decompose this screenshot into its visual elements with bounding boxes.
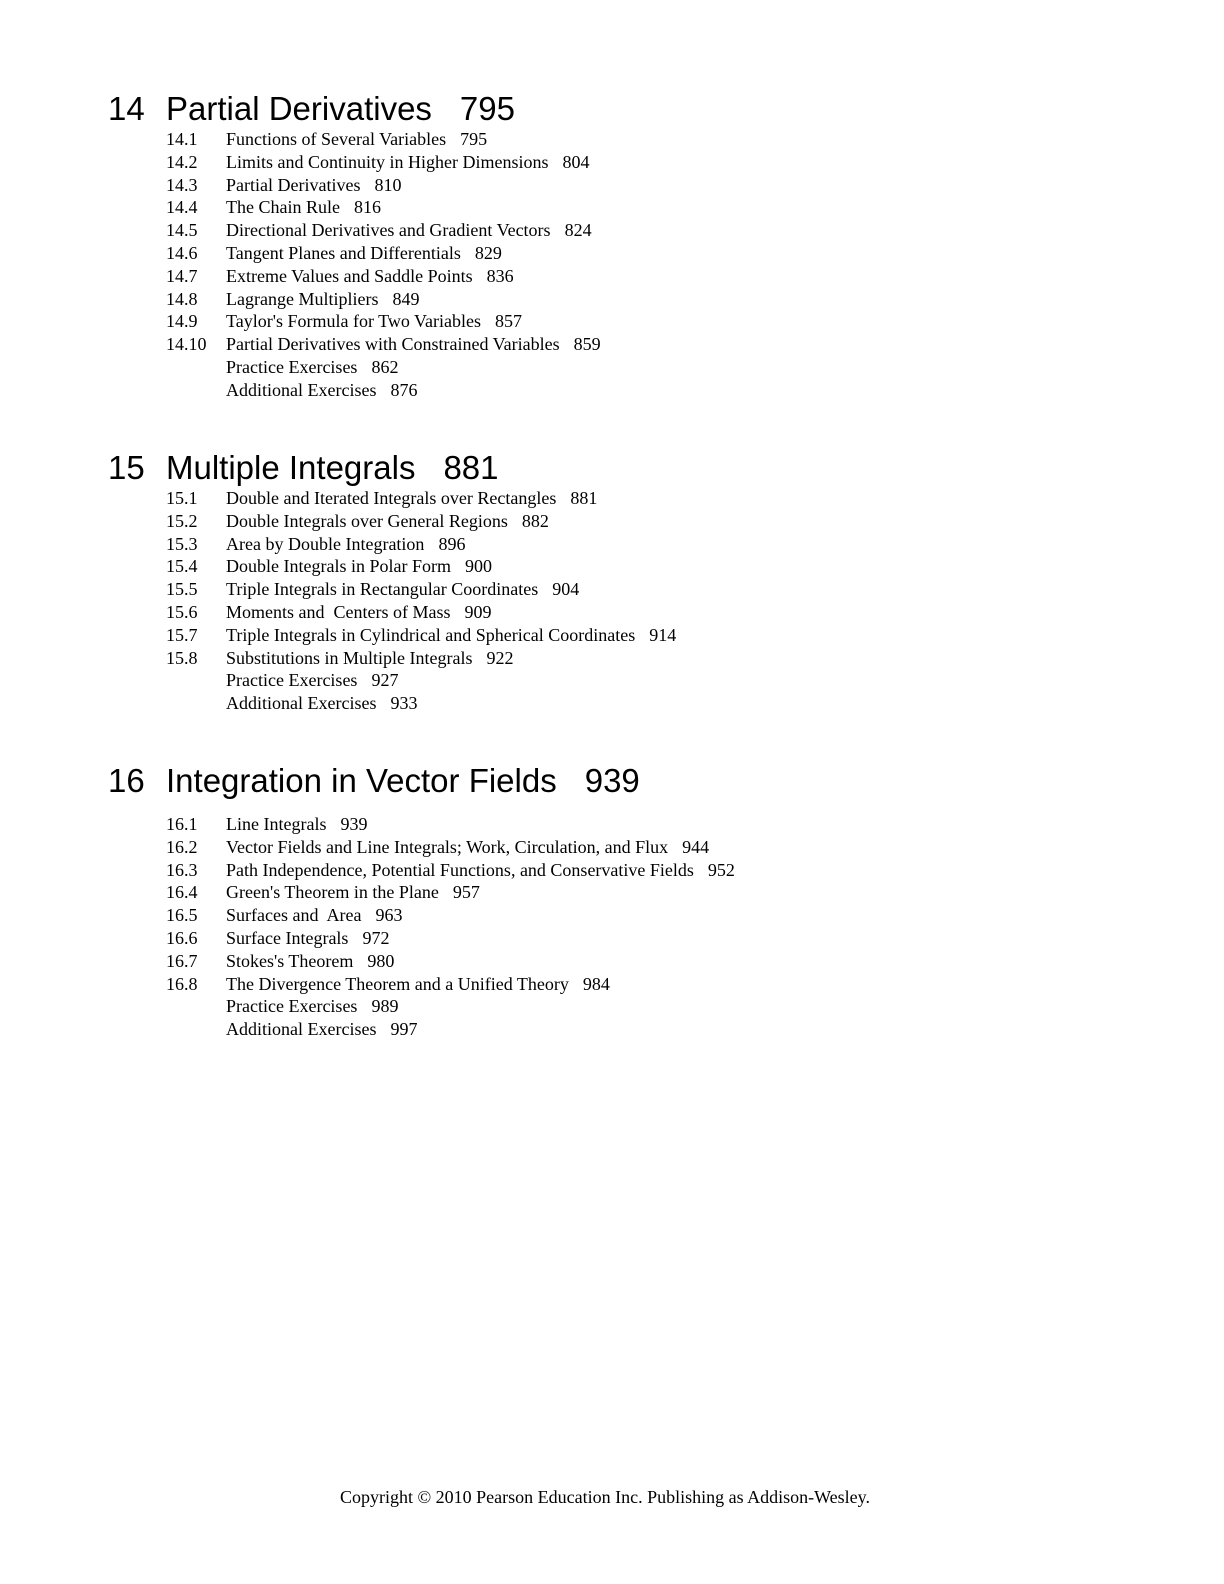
chapter-14 xyxy=(108,90,601,402)
section-number: 16.4 xyxy=(166,882,198,903)
section-page: 927 xyxy=(371,670,399,691)
section-entry xyxy=(166,265,601,288)
section-entry xyxy=(166,601,676,624)
section-title: Practice Exercises xyxy=(226,356,358,377)
section-number: 14.10 xyxy=(166,334,207,355)
chapter-page: 795 xyxy=(459,90,515,127)
chapter-number: 15 xyxy=(108,449,145,486)
section-page: 881 xyxy=(570,488,598,508)
section-entry xyxy=(166,950,735,973)
section-entry xyxy=(166,128,601,151)
section-entry xyxy=(166,881,735,904)
chapter-page: 939 xyxy=(584,762,640,799)
section-entry xyxy=(166,242,601,265)
section-page: 900 xyxy=(464,556,492,577)
section-title: Triple Integrals in Rectangular Coordinates xyxy=(226,579,539,600)
chapter-heading xyxy=(108,762,735,800)
section-entry xyxy=(166,310,601,333)
section-title: Stokes's Theorem xyxy=(226,950,354,971)
chapter-title: Partial Derivatives xyxy=(166,90,432,127)
section-page: 914 xyxy=(649,624,677,645)
section-entry xyxy=(166,1018,735,1041)
section-page: 859 xyxy=(573,334,601,355)
section-entry xyxy=(166,927,735,950)
section-title: Partial Derivatives with Constrained Variables xyxy=(226,334,560,355)
section-entry xyxy=(166,859,735,882)
section-entry xyxy=(166,151,601,174)
section-entry xyxy=(166,813,735,836)
section-number: 15.7 xyxy=(166,624,198,645)
section-page: 989 xyxy=(371,996,399,1017)
section-entry xyxy=(166,356,601,379)
section-page: 816 xyxy=(353,197,381,218)
section-page: 849 xyxy=(392,288,420,309)
section-title: Practice Exercises xyxy=(226,996,358,1017)
section-entry xyxy=(166,533,676,556)
section-entry xyxy=(166,487,676,510)
section-number: 16.7 xyxy=(166,950,198,971)
chapter-title: Multiple Integrals xyxy=(166,449,416,486)
section-entry xyxy=(166,510,676,533)
section-title: Additional Exercises xyxy=(226,379,377,400)
section-entry xyxy=(166,647,676,670)
section-number: 16.2 xyxy=(166,836,198,857)
section-title: Double Integrals over General Regions xyxy=(226,510,508,531)
section-number: 14.6 xyxy=(166,242,198,263)
section-entry xyxy=(166,973,735,996)
section-number: 15.2 xyxy=(166,510,198,531)
chapter-15 xyxy=(108,449,676,715)
section-entry xyxy=(166,836,735,859)
section-title: Surfaces and Area xyxy=(226,905,362,926)
section-page: 939 xyxy=(340,814,368,834)
section-number: 16.6 xyxy=(166,927,198,948)
section-list xyxy=(166,813,735,1041)
section-page: 857 xyxy=(495,311,523,332)
section-title: Double Integrals in Polar Form xyxy=(226,556,451,577)
section-title: Path Independence, Potential Functions, and Conservative Fields xyxy=(226,859,694,880)
section-number: 14.7 xyxy=(166,265,198,286)
section-list xyxy=(166,487,676,715)
section-title: Tangent Planes and Differentials xyxy=(226,242,461,263)
section-page: 824 xyxy=(564,220,592,241)
section-number: 15.8 xyxy=(166,647,198,668)
section-number: 15.4 xyxy=(166,556,198,577)
section-title: Double and Iterated Integrals over Rectangles xyxy=(226,488,557,508)
section-number: 15.1 xyxy=(166,488,198,508)
section-title: Functions of Several Variables xyxy=(226,129,447,149)
section-entry xyxy=(166,624,676,647)
section-title: Surface Integrals xyxy=(226,927,349,948)
section-number: 14.9 xyxy=(166,311,198,332)
section-entry xyxy=(166,174,601,197)
chapter-number: 14 xyxy=(108,90,145,127)
copyright-text: Copyright © 2010 Pearson Education Inc. Publishing as Addison-Wesley. xyxy=(339,1487,870,1507)
section-page: 836 xyxy=(486,265,514,286)
chapter-heading xyxy=(108,90,601,128)
section-entry xyxy=(166,219,601,242)
section-entry xyxy=(166,333,601,356)
section-title: Additional Exercises xyxy=(226,693,377,714)
section-number: 14.8 xyxy=(166,288,198,309)
section-number: 16.3 xyxy=(166,859,198,880)
section-number: 16.5 xyxy=(166,905,198,926)
section-page: 810 xyxy=(374,174,402,195)
section-page: 876 xyxy=(390,379,418,400)
section-number: 15.5 xyxy=(166,579,198,600)
section-page: 909 xyxy=(464,601,492,622)
section-title: The Divergence Theorem and a Unified Theory xyxy=(226,973,569,994)
section-page: 980 xyxy=(367,950,395,971)
section-number: 14.5 xyxy=(166,220,198,241)
section-title: Additional Exercises xyxy=(226,1019,377,1040)
section-page: 957 xyxy=(452,882,480,903)
section-title: Substitutions in Multiple Integrals xyxy=(226,647,473,668)
section-title: Triple Integrals in Cylindrical and Spherical Coordinates xyxy=(226,624,636,645)
section-page: 804 xyxy=(562,151,590,172)
section-page: 795 xyxy=(460,129,488,149)
section-title: Extreme Values and Saddle Points xyxy=(226,265,473,286)
section-title: Line Integrals xyxy=(226,814,327,834)
section-entry xyxy=(166,288,601,311)
section-page: 882 xyxy=(521,510,549,531)
section-number: 15.6 xyxy=(166,601,198,622)
chapter-number: 16 xyxy=(108,762,145,799)
section-number: 14.1 xyxy=(166,129,198,149)
section-page: 904 xyxy=(552,579,580,600)
section-title: Limits and Continuity in Higher Dimensions xyxy=(226,151,549,172)
chapter-title: Integration in Vector Fields xyxy=(166,762,557,799)
section-title: Partial Derivatives xyxy=(226,174,361,195)
section-number: 15.3 xyxy=(166,533,198,554)
section-page: 829 xyxy=(474,242,502,263)
chapter-16 xyxy=(108,762,735,1041)
section-entry xyxy=(166,379,601,402)
section-number: 14.4 xyxy=(166,197,198,218)
section-title: Green's Theorem in the Plane xyxy=(226,882,439,903)
section-page: 997 xyxy=(390,1019,418,1040)
section-page: 862 xyxy=(371,356,399,377)
section-entry xyxy=(166,692,676,715)
section-page: 896 xyxy=(438,533,466,554)
section-title: Directional Derivatives and Gradient Vectors xyxy=(226,220,551,241)
section-title: Area by Double Integration xyxy=(226,533,425,554)
section-title: Taylor's Formula for Two Variables xyxy=(226,311,482,332)
section-list xyxy=(166,128,601,402)
section-entry xyxy=(166,196,601,219)
section-page: 972 xyxy=(362,927,390,948)
section-page: 933 xyxy=(390,693,418,714)
section-entry xyxy=(166,555,676,578)
chapter-heading xyxy=(108,449,676,487)
section-number: 16.1 xyxy=(166,814,198,834)
section-number: 14.2 xyxy=(166,151,198,172)
section-number: 14.3 xyxy=(166,174,198,195)
section-page: 922 xyxy=(486,647,514,668)
section-number: 16.8 xyxy=(166,973,198,994)
section-entry xyxy=(166,904,735,927)
section-entry xyxy=(166,578,676,601)
section-title: The Chain Rule xyxy=(226,197,340,218)
section-page: 984 xyxy=(582,973,610,994)
copyright-footer xyxy=(0,1486,1224,1508)
section-title: Vector Fields and Line Integrals; Work, Circulation, and Flux xyxy=(226,836,669,857)
section-page: 952 xyxy=(707,859,735,880)
section-title: Practice Exercises xyxy=(226,670,358,691)
section-entry xyxy=(166,669,676,692)
chapter-page: 881 xyxy=(443,449,499,486)
section-page: 944 xyxy=(682,836,710,857)
section-entry xyxy=(166,995,735,1018)
section-title: Moments and Centers of Mass xyxy=(226,601,451,622)
section-page: 963 xyxy=(375,905,403,926)
section-title: Lagrange Multipliers xyxy=(226,288,379,309)
